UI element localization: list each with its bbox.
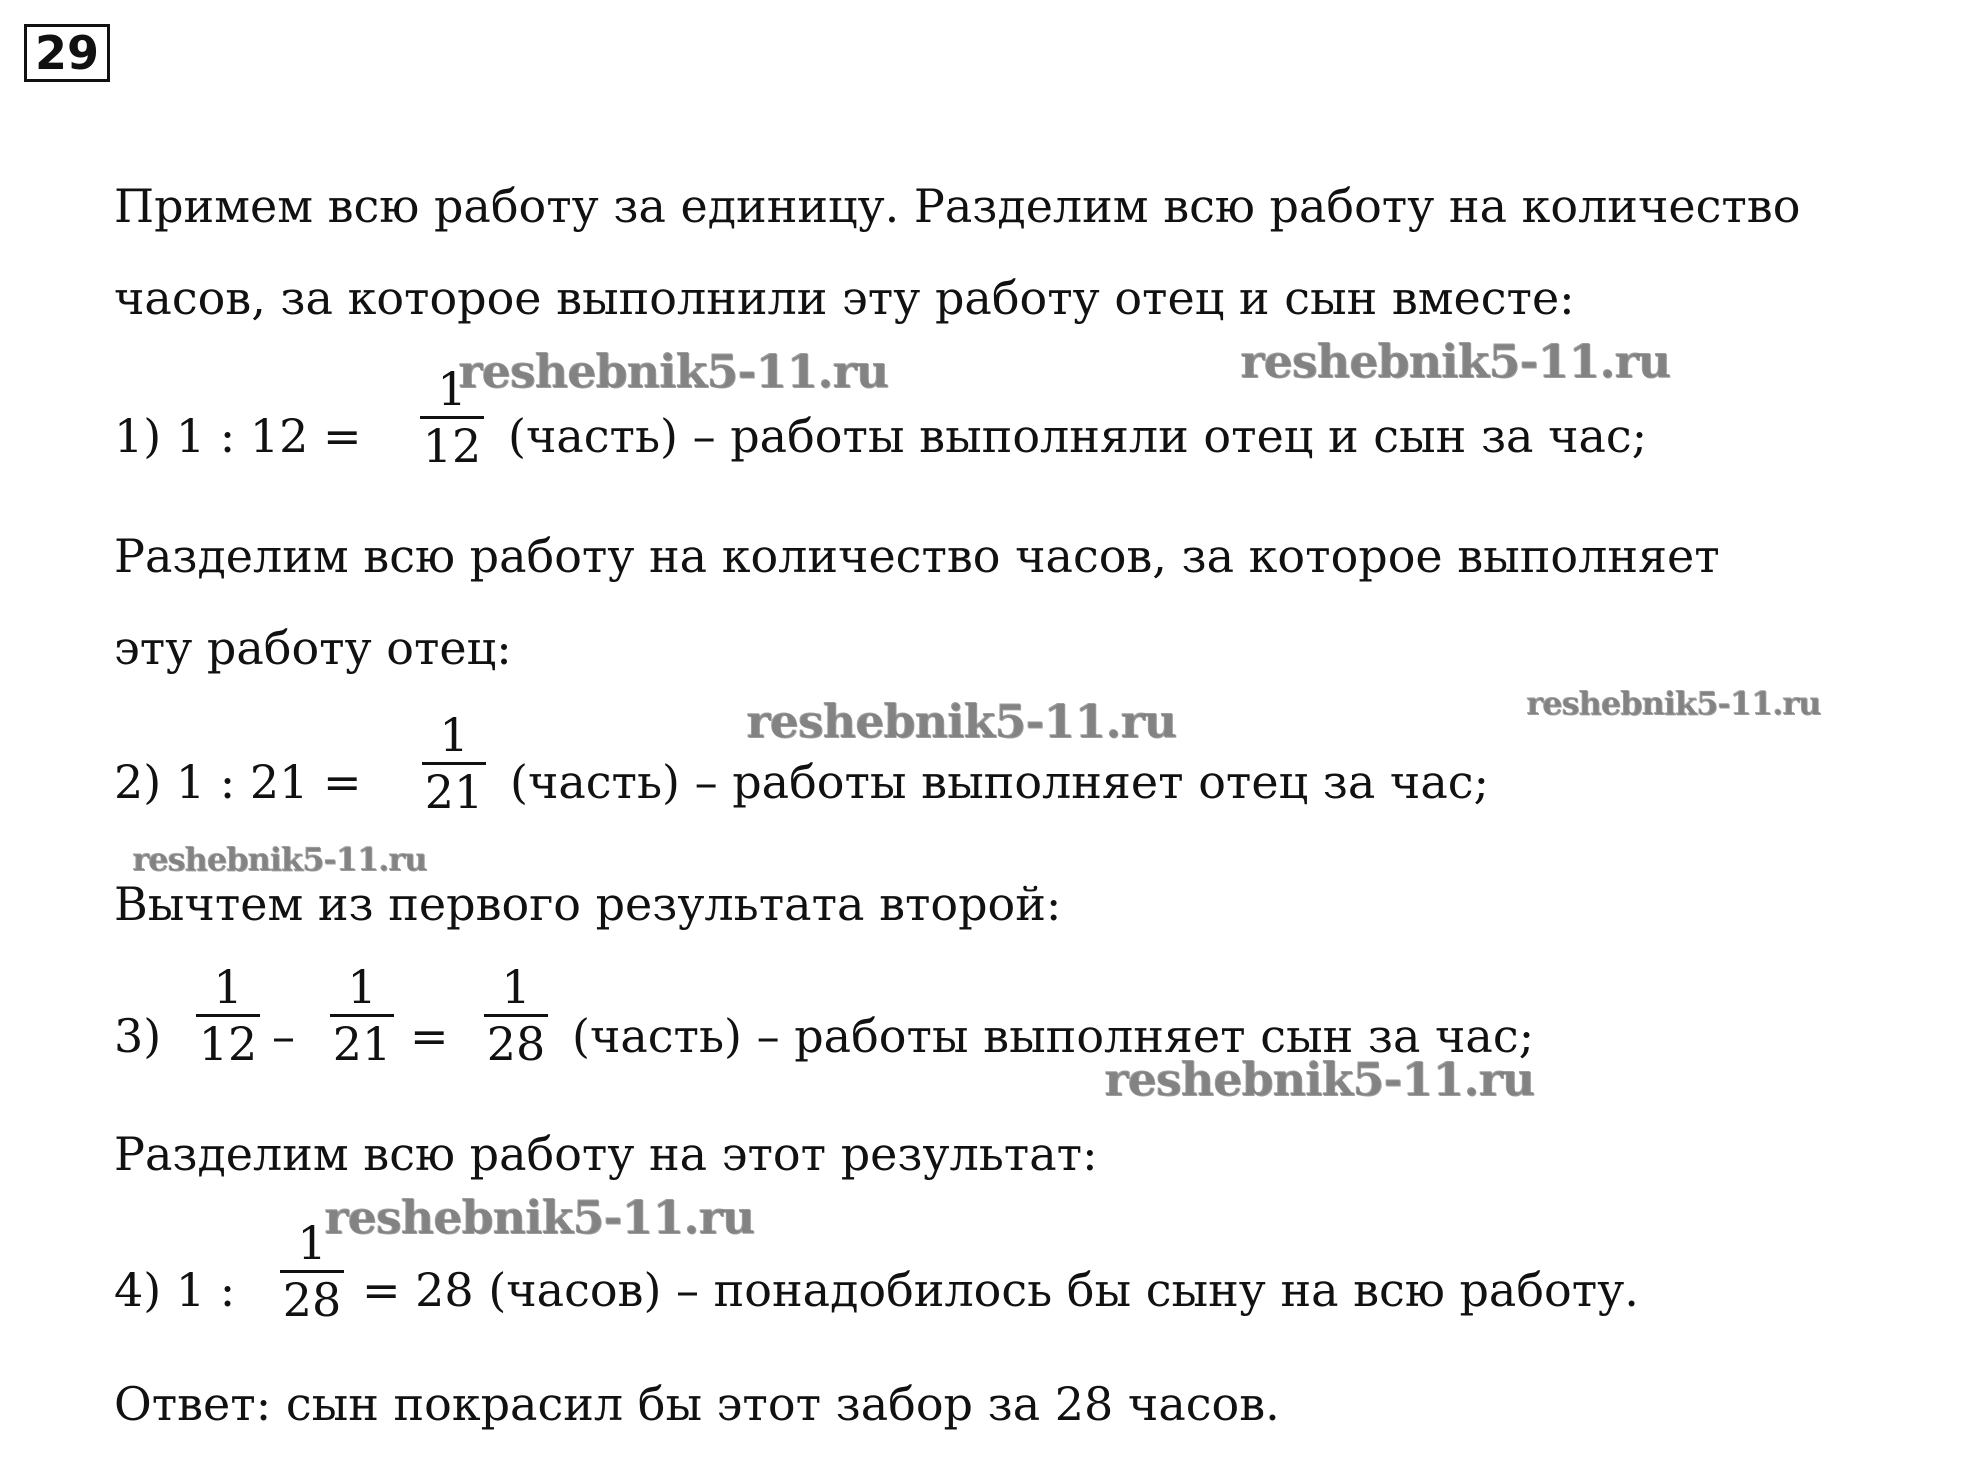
watermark: reshebnik5-11.ru bbox=[746, 694, 1176, 748]
step2-suffix: (часть) – работы выполняет отец за час; bbox=[510, 755, 1490, 809]
watermark: reshebnik5-11.ru bbox=[324, 1190, 754, 1244]
step2-numerator: 1 bbox=[439, 708, 469, 762]
step1-denominator: 12 bbox=[422, 419, 482, 473]
step4-numerator: 1 bbox=[297, 1216, 327, 1270]
answer-line: Ответ: сын покрасил бы этот забор за 28 часов. bbox=[114, 1377, 1280, 1431]
step3-f3-numerator: 1 bbox=[501, 960, 531, 1014]
mid-line-1: Разделим всю работу на количество часов, за которое выполняет bbox=[114, 529, 1720, 583]
watermark: reshebnik5-11.ru bbox=[132, 840, 427, 878]
mid-line-4: Разделим всю работу на этот результат: bbox=[114, 1127, 1098, 1181]
watermark: reshebnik5-11.ru bbox=[1104, 1052, 1534, 1106]
step3-f1-denominator: 12 bbox=[198, 1017, 258, 1071]
step2-denominator: 21 bbox=[424, 765, 484, 819]
mid-line-3: Вычтем из первого результата второй: bbox=[114, 877, 1062, 931]
step3-fraction-2 bbox=[326, 962, 398, 1071]
watermark: reshebnik5-11.ru bbox=[458, 344, 888, 398]
step3-f2-numerator: 1 bbox=[347, 960, 377, 1014]
step3-minus: – bbox=[272, 1009, 295, 1063]
watermark: reshebnik5-11.ru bbox=[1240, 334, 1670, 388]
step4-suffix: = 28 (часов) – понадобилось бы сыну на всю работу. bbox=[362, 1263, 1639, 1317]
step3-prefix: 3) bbox=[114, 1009, 162, 1063]
step1-prefix: 1) 1 : 12 = bbox=[114, 409, 362, 463]
step3-f1-numerator: 1 bbox=[213, 960, 243, 1014]
step3-f3-denominator: 28 bbox=[486, 1017, 546, 1071]
step3-f2-denominator: 21 bbox=[332, 1017, 392, 1071]
mid-line-2: эту работу отец: bbox=[114, 621, 512, 675]
watermark: reshebnik5-11.ru bbox=[1526, 684, 1821, 722]
step3-fraction-1 bbox=[192, 962, 264, 1071]
intro-line-1: Примем всю работу за единицу. Разделим всю работу на количество bbox=[114, 179, 1801, 233]
problem-number: 29 bbox=[24, 24, 110, 82]
intro-line-2: часов, за которое выполнили эту работу отец и сын вместе: bbox=[114, 271, 1575, 325]
step3-equals: = bbox=[410, 1009, 449, 1063]
step1-numerator: 1 bbox=[437, 362, 467, 416]
step4-denominator: 28 bbox=[282, 1273, 342, 1327]
step3-fraction-3 bbox=[480, 962, 552, 1071]
step3-suffix: (часть) – работы выполняет сын за час; bbox=[572, 1009, 1535, 1063]
step2-prefix: 2) 1 : 21 = bbox=[114, 755, 362, 809]
step4-prefix: 4) 1 : bbox=[114, 1263, 236, 1317]
step1-suffix: (часть) – работы выполняли отец и сын за час; bbox=[508, 409, 1648, 463]
step2-fraction bbox=[418, 710, 490, 819]
